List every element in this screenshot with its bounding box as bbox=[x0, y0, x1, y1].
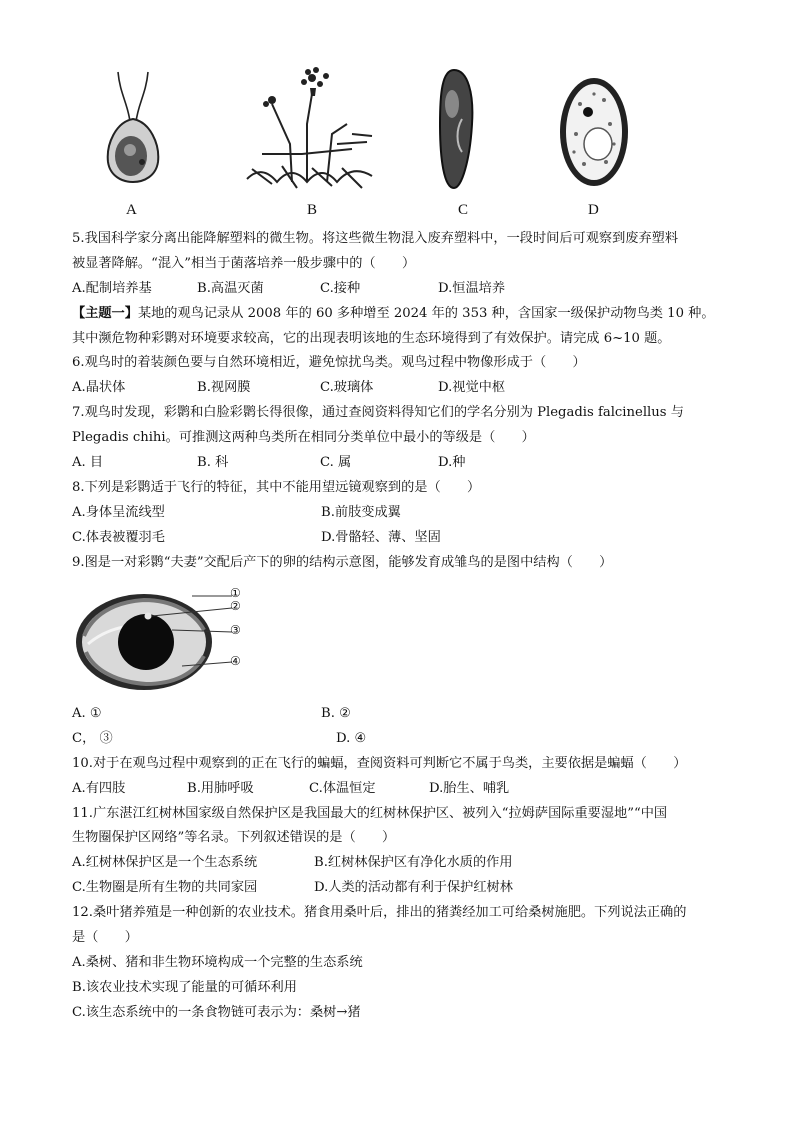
q10-options bbox=[72, 777, 722, 802]
q9-option-a: A. ① bbox=[72, 706, 102, 721]
q9-option-d: D. ④ bbox=[336, 730, 367, 746]
q11-options-row-1 bbox=[72, 851, 722, 876]
question-text-block bbox=[72, 227, 722, 575]
q9-line-1: 9.图是一对彩鹮“夫妻”交配后产下的卵的结构示意图，能够发育成雏鸟的是图中结构（ ） bbox=[72, 554, 613, 570]
figure-d-yeast bbox=[554, 64, 634, 194]
egg-structure-diagram bbox=[72, 586, 252, 696]
q11-option-a: A.红树林保护区是一个生态系统 bbox=[72, 855, 258, 871]
q8-option-d: D.骨骼轻、薄、坚固 bbox=[321, 529, 441, 545]
q5-option-a: A.配制培养基 bbox=[72, 280, 152, 296]
q12-option-a: A.桑树、猪和非生物环境构成一个完整的生态系统 bbox=[72, 954, 363, 970]
q9-options-row-2 bbox=[72, 727, 722, 752]
q8-option-c: C.体表被覆羽毛 bbox=[72, 529, 165, 545]
q6-option-a: A.晶状体 bbox=[72, 380, 126, 396]
q5-option-b: B.高温灭菌 bbox=[197, 280, 264, 296]
egg-label-4: ④ bbox=[230, 654, 241, 668]
q10-option-c: C.体温恒定 bbox=[309, 780, 376, 796]
q11-option-d: D.人类的活动都有利于保护红树林 bbox=[314, 880, 513, 896]
q7-line-1: 7.观鸟时发现，彩鹮和白脸彩鹮长得很像，通过查阅资料得知它们的学名分别为 Plegadis falcinellus 与 bbox=[72, 405, 684, 421]
figure-label-b: B bbox=[307, 202, 318, 218]
q5-line-1: 5.我国科学家分离出能降解塑料的微生物。将这些微生物混入废弃塑料中，一段时间后可观察到废弃塑料 bbox=[72, 231, 679, 246]
q5-line-2: 被显著降解。“混入”相当于菌落培养一般步骤中的（ ） bbox=[72, 255, 416, 271]
q10-option-d: D.胎生、哺乳 bbox=[429, 780, 510, 796]
q10-line-1: 10.对于在观鸟过程中观察到的正在飞行的蝙蝠，查阅资料可判断它不属于鸟类，主要依据是蝙蝠（ ） bbox=[72, 755, 687, 771]
q7-options bbox=[72, 451, 722, 476]
q5-options bbox=[72, 277, 722, 302]
theme-line-1 bbox=[72, 302, 722, 327]
q8-option-b: B.前肢变成翼 bbox=[321, 504, 401, 520]
egg-diagram-svg bbox=[72, 586, 252, 696]
theme-line-2: 其中濒危物种彩鹮对环境要求较高，它的出现表明该地的生态环境得到了有效保护。请完成 6~10 题。 bbox=[72, 330, 671, 346]
question-text-block-2 bbox=[72, 702, 722, 1026]
q5-option-c: C.接种 bbox=[320, 280, 361, 296]
q11-option-b: B.红树林保护区有净化水质的作用 bbox=[314, 855, 513, 871]
q6-options bbox=[72, 376, 722, 401]
q6-option-c: C.玻璃体 bbox=[320, 380, 374, 396]
q8-options-row-2 bbox=[72, 526, 722, 551]
q9-option-b: B. ② bbox=[321, 706, 351, 721]
q7-line-2: Plegadis chihi。可推测这两种鸟类所在相同分类单位中最小的等级是（ ） bbox=[72, 430, 535, 446]
q11-option-c: C.生物圈是所有生物的共同家园 bbox=[72, 880, 258, 896]
q6-option-b: B.视网膜 bbox=[197, 380, 251, 396]
egg-label-1: ① bbox=[230, 586, 241, 600]
q11-options-row-2 bbox=[72, 876, 722, 901]
q6-line-1: 6.观鸟时的着装颜色要与自然环境相近，避免惊扰鸟类。观鸟过程中物像形成于（ ） bbox=[72, 355, 586, 371]
figure-b-mold bbox=[242, 64, 382, 189]
q8-line-1: 8.下列是彩鹮适于飞行的特征，其中不能用望远镜观察到的是（ ） bbox=[72, 479, 481, 495]
figure-label-a: A bbox=[126, 202, 137, 218]
egg-label-3: ③ bbox=[230, 623, 241, 637]
q10-option-b: B.用肺呼吸 bbox=[187, 780, 254, 796]
figure-a-chlamydomonas bbox=[98, 64, 168, 184]
egg-label-2: ② bbox=[230, 599, 241, 613]
q8-option-a: A.身体呈流线型 bbox=[72, 504, 165, 520]
theme-heading: 【主题一】 bbox=[72, 305, 138, 321]
q7-option-a: A. 目 bbox=[72, 455, 104, 471]
q12-line-2: 是（ ） bbox=[72, 930, 138, 946]
q11-line-1: 11.广东湛江红树林国家级自然保护区是我国最大的红树林保护区、被列入“拉姆萨国际重要湿地”“中国 bbox=[72, 805, 668, 821]
q7-option-c: C. 属 bbox=[320, 455, 352, 471]
microbe-figure-row bbox=[70, 64, 730, 224]
figure-label-d: D bbox=[588, 202, 599, 218]
figure-c-paramecium bbox=[432, 64, 482, 194]
q7-option-d: D.种 bbox=[438, 455, 466, 471]
q5-option-d: D.恒温培养 bbox=[438, 280, 506, 296]
q6-option-d: D.视觉中枢 bbox=[438, 380, 506, 396]
q9-option-c: C， ③ bbox=[72, 730, 113, 746]
q11-line-2: 生物圈保护区网络”等名录。下列叙述错误的是（ ） bbox=[72, 830, 396, 846]
q7-option-b: B. 科 bbox=[197, 455, 229, 471]
q10-option-a: A.有四肢 bbox=[72, 780, 126, 796]
q12-option-b: B.该农业技术实现了能量的可循环利用 bbox=[72, 979, 297, 995]
q9-options-row-1 bbox=[72, 702, 722, 727]
figure-label-c: C bbox=[458, 202, 469, 218]
q12-line-1: 12.桑叶猪养殖是一种创新的农业技术。猪食用桑叶后，排出的猪粪经加工可给桑树施肥。下列说法正确的 bbox=[72, 905, 687, 921]
q8-options-row-1 bbox=[72, 501, 722, 526]
theme-text-1: 某地的观鸟记录从 2008 年的 60 多种增至 2024 年的 353 种，含国家一级保护动物鸟类 10 种。 bbox=[137, 305, 715, 321]
q12-option-c: C.该生态系统中的一条食物链可表示为：桑树→猪 bbox=[72, 1004, 361, 1020]
